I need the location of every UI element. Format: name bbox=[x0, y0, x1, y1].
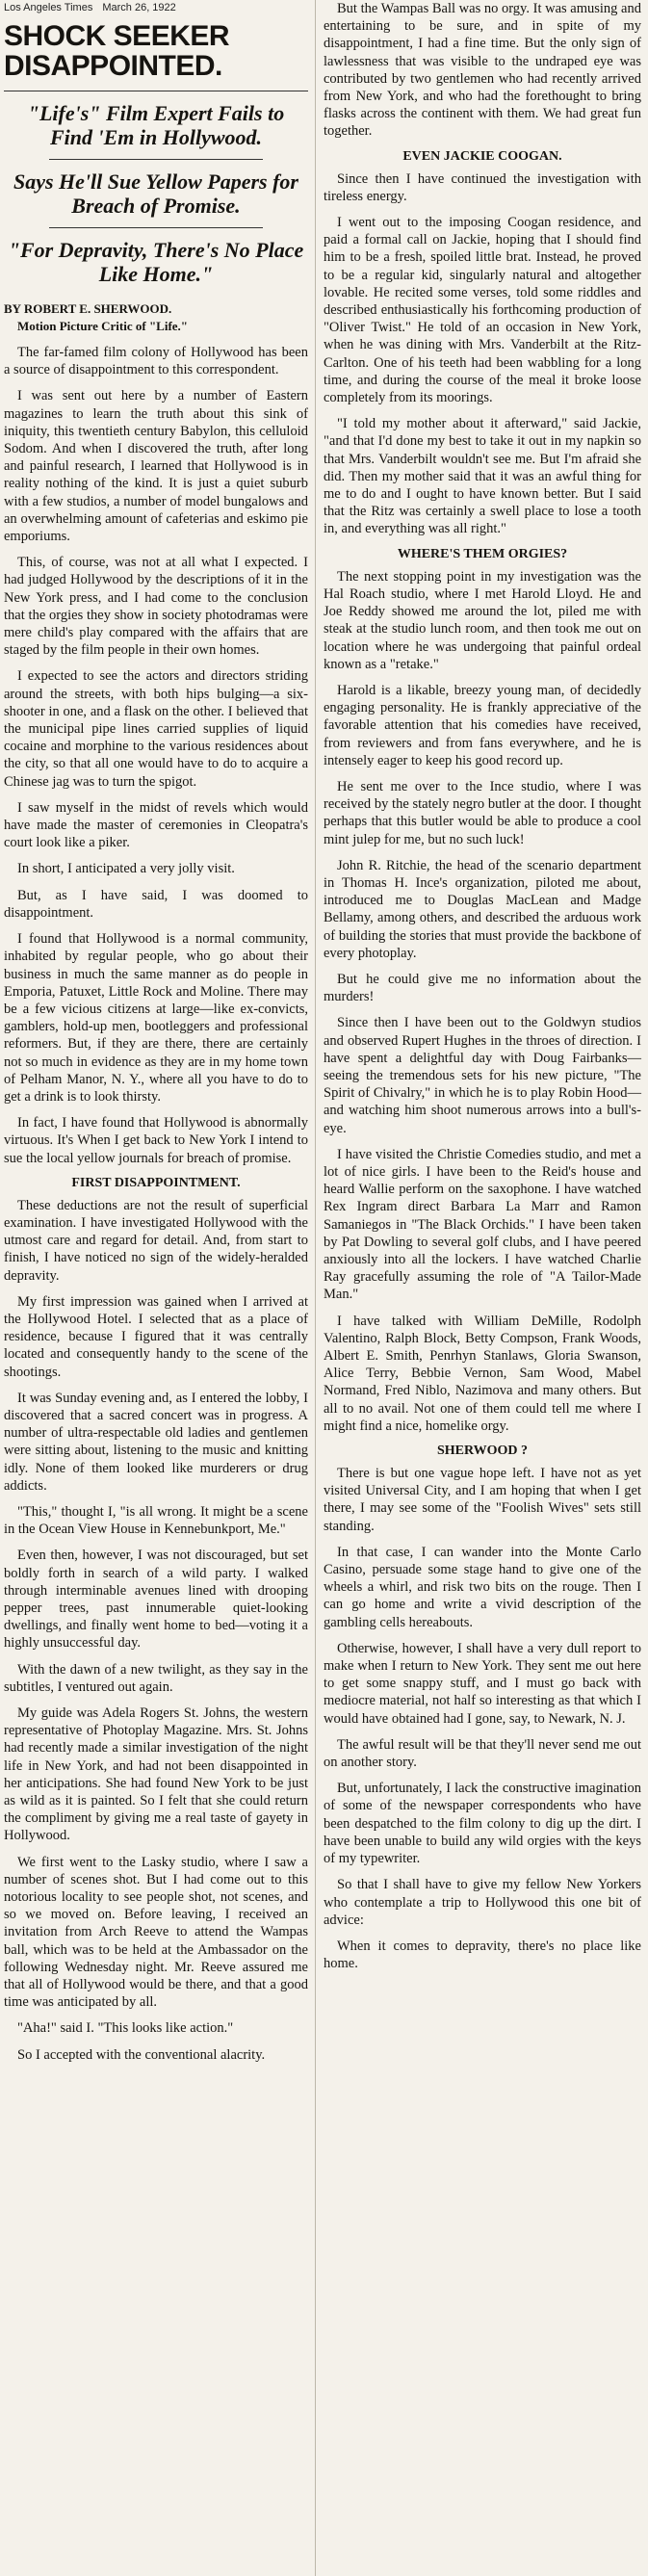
paragraph: Since then I have continued the investigation with tireless energy. bbox=[324, 170, 641, 204]
subhead-orgies: WHERE'S THEM ORGIES? bbox=[397, 546, 568, 561]
paragraph: When it comes to depravity, there's no place like home. bbox=[324, 1938, 641, 1972]
paragraph: There is but one vague hope left. I have not as yet visited Universal City, and I am hoping that when I get there, I may see some of the "Foolish Wives" sets still standing. bbox=[324, 1466, 641, 1534]
subhead-first-disappointment: FIRST DISAPPOINTMENT. bbox=[71, 1175, 241, 1190]
paragraph: The far-famed film colony of Hollywood has been a source of disappointment to this correspondent. bbox=[4, 345, 308, 378]
paragraph: In that case, I can wander into the Monte Carlo Casino, persuade some stage hand to give one of the wheels a whirl, and risk two bits on the rouge. Then I can go home and write a vivid description of the gambling cells hereabouts. bbox=[324, 1544, 641, 1630]
paragraph: It was Sunday evening and, as I entered the lobby, I discovered that a sacred concert was in progress. A number of ultra-respectable old ladies and gentlemen were sitting about, listening to the music and knitting idly. None of them looked like murderers or drug addicts. bbox=[4, 1390, 308, 1494]
paragraph: He sent me over to the Ince studio, where I was received by the stately negro butler at the door. I thought perhaps that this butler would be able to produce a cool mint julep for me, but no such luck! bbox=[324, 778, 641, 847]
paragraph: I found that Hollywood is a normal community, inhabited by regular people, who go about their business in much the same manner as do people in Emporia, Patuxet, Little Rock and Moline. There may be a few vicious citizens at large—like ex-convicts, gamblers, hold-up men, bootleggers and professional reformers. But, if they are there, there are certainly not so much in evidence as they are in my home town of Pelham Manor, N. Y., where all you have to do to get a drink is to look thirsty. bbox=[4, 931, 308, 1105]
paragraph: "Aha!" said I. "This looks like action." bbox=[17, 2020, 234, 2037]
byline-title: Motion Picture Critic of "Life." bbox=[17, 319, 189, 333]
paragraph: With the dawn of a new twilight, as they say in the subtitles, I ventured out again. bbox=[4, 1661, 308, 1695]
paragraph: My first impression was gained when I arrived at the Hollywood Hotel. I selected that as a place of residence, because I figured that it was centrally located and consequently handy to the scene of the shootings. bbox=[4, 1293, 308, 1380]
paragraph: I expected to see the actors and directors striding around the streets, with both hips bulging—a six-shooter in one, and a flask on the other. I believed that the municipal pipe lines carried supplies of liquid cocaine and morphine to the various residences about the city, so that all one would have to do to acquire a Chinese jag was to turn the spigot. bbox=[4, 668, 308, 790]
paragraph: I saw myself in the midst of revels which would have made the master of ceremonies in Cleopatra's court look like a piker. bbox=[4, 799, 308, 851]
right-column bbox=[324, 0, 641, 1981]
divider-rule bbox=[49, 159, 262, 160]
paragraph: The next stopping point in my investigation was the Hal Roach studio, where I met Harold Lloyd. He and Joe Reddy showed me around the lot, piled me with steak at the studio lunch room, and then took me out on location where he was undergoing that painful ordeal known as a "retake." bbox=[324, 568, 641, 672]
paragraph: Even then, however, I was not discouraged, but set boldly forth in search of a wild party. I walked through interminable avenues lined with drooping pepper trees, past innumerable quiet-looking dwellings, and finally went home to bed—voting it a highly unsuccessful day. bbox=[4, 1548, 308, 1652]
paragraph: "I told my mother about it afterward," said Jackie, "and that I'd done my best to take it out in my napkin so that Mrs. Vanderbilt wouldn't see me. But I'm afraid she did. Then my mother said that it was an awful thing for me to do and I ought to have known better. But I said that the Ritz was certainly a swell place to lose a tooth in, and everything was all right." bbox=[324, 416, 641, 537]
paragraph: So that I shall have to give my fellow New Yorkers who contemplate a trip to Hollywood this one bit of advice: bbox=[324, 1877, 641, 1928]
deck-3: "For Depravity, There's No Place Like Home." bbox=[8, 238, 304, 286]
paragraph: I have talked with William DeMille, Rodolph Valentino, Ralph Block, Betty Compson, Frank Woods, Albert E. Smith, Penrhyn Stanlaws, Gloria Swanson, Alice Terry, Bebbie Vernon, Sam Wood, Mabel Normand, Fred Niblo, Nazimova and many others. But all to no avail. Not one of them could tell me where I might find a nice, homelike orgy. bbox=[324, 1313, 641, 1434]
subhead-sherwood: SHERWOOD ? bbox=[436, 1444, 529, 1459]
paragraph: John R. Ritchie, the head of the scenario department in Thomas H. Ince's organization, piloted me about, introduced me to Douglas MacLean and Madge Bellamy, among others, and described the arduous work of building the stories that must provide the backbone of every photoplay. bbox=[324, 857, 641, 961]
paragraph: This, of course, was not at all what I expected. I had judged Hollywood by the descriptions of it in the New York press, and I had come to the conclusion that the orgies they show in society photodramas were mere child's play compared with the affairs that are staged by the film people in their own homes. bbox=[4, 555, 308, 659]
paragraph: But he could give me no information about the murders! bbox=[324, 971, 641, 1005]
paragraph: We first went to the Lasky studio, where I saw a number of scenes shot. But I had come out to this notorious locality to see people shot, not scenes, and so we moved on. Before leaving, I received an invitation from Arch Reeve to attend the Wampas ball, which was to be held at the Ambassador on the following Wednesday night. Mr. Reeve assured me that all of Hollywood would be there, and that a good time was anticipated by all. bbox=[4, 1854, 308, 2011]
paragraph: So I accepted with the conventional alacrity. bbox=[17, 2046, 266, 2063]
paper-name: Los Angeles Times bbox=[4, 2, 93, 13]
paragraph: These deductions are not the result of superficial examination. I have investigated Hollywood with the utmost care and regard for detail. And, from start to finish, I have noticed no sign of the widely-heralded depravity. bbox=[4, 1197, 308, 1284]
paragraph: My guide was Adela Rogers St. Johns, the western representative of Photoplay Magazine. Mrs. St. Johns had recently made a similar investigation of the night life in New York, and had not been disappointed in her anticipations. She had found New York to be just as wild as it is painted. So I felt that she could return the compliment by giving me a real taste of gayety in Hollywood. bbox=[4, 1705, 308, 1844]
paragraph: The awful result will be that they'll never send me out on another story. bbox=[324, 1736, 641, 1771]
divider-rule bbox=[49, 227, 262, 228]
paragraph: But the Wampas Ball was no orgy. It was amusing and entertaining to be sure, and in spite of my disappointment, I had a fine time. But the only sign of lawlessness that was visible to the undraped eye was contributed by two gentlemen who had recently arrived from New York, and who had the forethought to bring flasks across the continent with them. We had great fun together. bbox=[324, 1, 641, 140]
paragraph: I have visited the Christie Comedies studio, and met a lot of nice girls. I have been to the Reid's house and heard Wallie perform on the saxophone. I have watched Rex Ingram direct Barbara La Marr and Ramon Samaniegos in "The Black Orchids." I have been taken by Pat Dowling to several golf clubs, and I have peered anxiously into all the lockers. I have watched Charlie Ray gracefully assuming the role of "A Tailor-Made Man." bbox=[324, 1146, 641, 1303]
subhead-jackie-coogan: EVEN JACKIE COOGAN. bbox=[402, 148, 562, 164]
article-body-left bbox=[4, 344, 308, 2064]
byline: BY ROBERT E. SHERWOOD. bbox=[4, 301, 172, 316]
paragraph: I was sent out here by a number of Eastern magazines to learn the truth about this sink of iniquity, this twentieth century Babylon, this celluloid Sodom. And when I discovered the truth, after long and painful research, I learned that Hollywood is in reality nothing of the kind. It is just a quiet suburb with a few studios, a number of model bungalows and an overwhelming amount of cafeterias and eskimo pie emporiums. bbox=[4, 388, 308, 545]
paragraph: In fact, I have found that Hollywood is abnormally virtuous. It's When I get back to New York I intend to sue the local yellow journals for breach of promise. bbox=[4, 1115, 308, 1166]
masthead bbox=[4, 2, 310, 13]
paragraph: Harold is a likable, breezy young man, of decidedly engaging personality. He is frankly appreciative of the favorable attention that his comedies have received, from reviewers and from fans everywhere, and he is intensely eager to keep his good record up. bbox=[324, 682, 641, 768]
deck-1: "Life's" Film Expert Fails to Find 'Em in Hollywood. bbox=[27, 101, 285, 149]
deck-2: Says He'll Sue Yellow Papers for Breach of Promise. bbox=[13, 169, 298, 218]
paragraph: But, as I have said, I was doomed to disappointment. bbox=[4, 887, 308, 921]
column-divider bbox=[315, 0, 316, 2576]
paragraph: "This," thought I, "is all wrong. It might be a scene in the Ocean View House in Kennebunkport, Me." bbox=[4, 1503, 308, 1538]
issue-date: March 26, 1922 bbox=[102, 2, 176, 13]
paragraph: I went out to the imposing Coogan residence, and paid a formal call on Jackie, hoping that I should find him to be a fresh, spoiled little brat. Instead, he proved to be a regular kid, singularly natural and altogether lovable. He recited some verses, told some riddles and described enthusiastically his forthcoming production of "Oliver Twist." He told of an occasion in New York, when he was dining with Mrs. Vanderbilt at the Ritz-Carlton. One of his teeth had been wabbling for a long time, and during the course of the meal it broke loose completely from its moorings. bbox=[324, 215, 641, 406]
article-body-right bbox=[324, 0, 641, 1972]
headline: SHOCK SEEKER DISAPPOINTED. bbox=[4, 20, 230, 82]
paragraph: Otherwise, however, I shall have a very dull report to make when I return to New York. They sent me out here to get some snappy stuff, and I must go back with mediocre material, not half so interesting as that which I would have obtained had I gone, say, to Newark, N. J. bbox=[324, 1640, 641, 1727]
paragraph: In short, I anticipated a very jolly visit. bbox=[17, 861, 235, 877]
paragraph: Since then I have been out to the Goldwyn studios and observed Rupert Hughes in the throes of direction. I have spent a delightful day with Doug Fairbanks—seeing the tremendous sets for his new picture, "The Spirit of Chivalry," in which he is to play Robin Hood—and watching him shoot numerous arrows into a bull's-eye. bbox=[324, 1015, 641, 1136]
left-column bbox=[4, 17, 308, 2072]
paragraph: But, unfortunately, I lack the constructive imagination of some of the newspaper correspondents who have been despatched to the film colony to dig up the dirt. I have been unable to build any wild orgies with the keys of my typewriter. bbox=[324, 1781, 641, 1867]
